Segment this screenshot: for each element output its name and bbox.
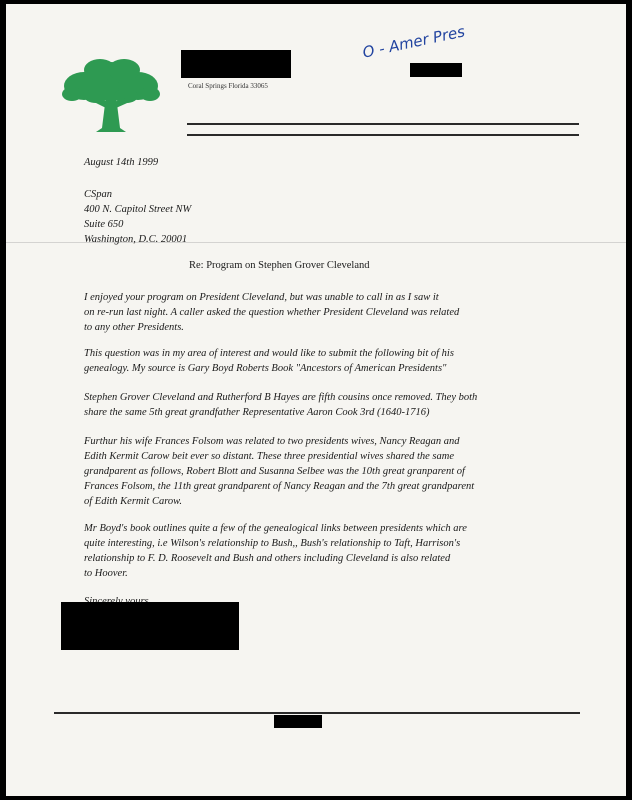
paragraph-4: [84, 434, 474, 509]
text-line: to any other Presidents.: [84, 322, 184, 333]
text-line: Stephen Grover Cleveland and Rutherford B Hayes are fifth cousins once removed. They both: [84, 392, 478, 403]
address-block: [84, 187, 191, 247]
text-line: relationship to F. D. Roosevelt and Bush and others including Cleveland is also related: [84, 553, 451, 564]
paragraph-3: [84, 390, 477, 420]
text-line: grandparent as follows, Robert Blott and Susanna Selbee was the 10th great granparent of: [84, 466, 465, 477]
text-line: Mr Boyd's book outlines quite a few of the genealogical links between presidents which are: [84, 523, 467, 534]
text-line: I enjoyed your program on President Cleveland, but was unable to call in as I saw it: [84, 292, 439, 303]
text-line: Edith Kermit Carow beit ever so distant. These three presidential wives shared the same: [84, 451, 454, 462]
address-line: CSpan: [84, 189, 113, 200]
header-rule-bottom: [187, 134, 579, 136]
handwritten-note: O - Amer Pres: [361, 22, 467, 62]
letter-page: [6, 4, 626, 796]
redaction-footer: [274, 715, 322, 728]
footer-rule: [54, 712, 580, 714]
text-line: share the same 5th great grandfather Representative Aaron Cook 3rd (1640-1716): [84, 407, 430, 418]
text-line: to Hoover.: [84, 568, 128, 579]
address-line: Washington, D.C. 20001: [84, 234, 188, 245]
text-line: of Edith Kermit Carow.: [84, 496, 183, 507]
letter-date: August 14th 1999: [84, 157, 159, 168]
paragraph-5: [84, 521, 467, 581]
subject-line: Re: Program on Stephen Grover Cleveland: [189, 260, 370, 271]
address-line: Suite 650: [84, 219, 124, 230]
redaction-signature: [61, 602, 239, 650]
text-line: This question was in my area of interest and would like to submit the following bit of his: [84, 348, 454, 359]
tree-logo-icon: [62, 56, 160, 134]
header-rule-top: [187, 123, 579, 125]
text-line: quite interesting, i.e Wilson's relationship to Bush,, Bush's relationship to Taft, Harrison's: [84, 538, 461, 549]
text-line: genealogy. My source is Gary Boyd Roberts Book "Ancestors of American Presidents": [84, 363, 447, 374]
redaction-top-right: [410, 63, 462, 77]
paragraph-2: [84, 346, 454, 376]
text-line: Frances Folsom, the 11th great grandparent of Nancy Reagan and the 7th great grandparent: [84, 481, 475, 492]
text-line: Furthur his wife Frances Folsom was related to two presidents wives, Nancy Reagan and: [84, 436, 460, 447]
letterhead-city-line: Coral Springs Florida 33065: [188, 82, 268, 90]
address-line: 400 N. Capitol Street NW: [84, 204, 192, 215]
redaction-name: [181, 50, 291, 78]
text-line: on re-run last night. A caller asked the question whether President Cleveland was related: [84, 307, 460, 318]
paragraph-1: [84, 290, 459, 335]
